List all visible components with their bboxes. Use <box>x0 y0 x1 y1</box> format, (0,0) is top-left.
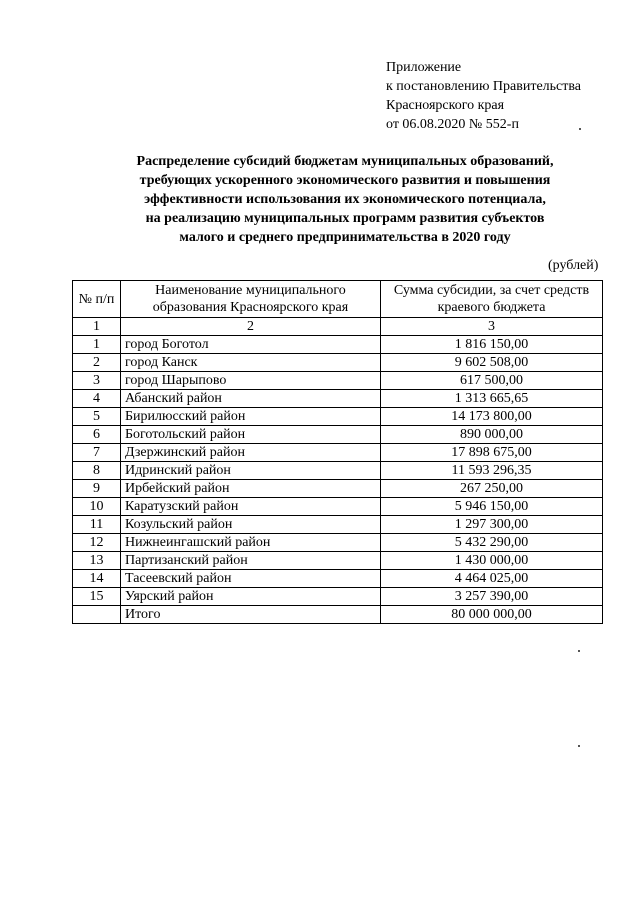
title-line: на реализацию муниципальных программ развития субъектов <box>145 211 545 226</box>
table-row <box>73 480 603 498</box>
subsidy-table <box>72 280 603 624</box>
row-sum: 9 602 508,00 <box>381 354 603 372</box>
row-number: 1 <box>73 336 121 354</box>
appendix-line: от 06.08.2020 № 552-п <box>386 117 519 132</box>
row-sum: 4 464 025,00 <box>381 570 603 588</box>
row-number: 9 <box>73 480 121 498</box>
row-sum: 5 946 150,00 <box>381 498 603 516</box>
row-municipality: Уярский район <box>121 588 381 606</box>
total-label: Итого <box>121 606 381 624</box>
unit-label: (рублей) <box>548 258 599 273</box>
row-sum: 267 250,00 <box>381 480 603 498</box>
total-blank-cell <box>73 606 121 624</box>
row-municipality: Абанский район <box>121 390 381 408</box>
row-number: 13 <box>73 552 121 570</box>
title-line: малого и среднего предпринимательства в 2020 году <box>179 230 511 245</box>
row-municipality: Идринский район <box>121 462 381 480</box>
table-row <box>73 372 603 390</box>
row-number: 5 <box>73 408 121 426</box>
scan-mark <box>578 745 580 747</box>
row-sum: 5 432 290,00 <box>381 534 603 552</box>
row-municipality: Бирилюсский район <box>121 408 381 426</box>
table-row <box>73 498 603 516</box>
row-sum: 1 816 150,00 <box>381 336 603 354</box>
row-number: 15 <box>73 588 121 606</box>
table-row <box>73 336 603 354</box>
appendix-line: к постановлению Правительства <box>386 79 582 94</box>
row-municipality: Нижнеингашский район <box>121 534 381 552</box>
appendix-block <box>386 58 581 134</box>
table-header-row <box>73 281 603 318</box>
column-number: 3 <box>381 318 603 336</box>
scan-mark <box>579 128 581 130</box>
header-num: № п/п <box>73 281 121 318</box>
header-sum: Сумма субсидии, за счет средств краевого бюджета <box>381 281 603 318</box>
column-number: 2 <box>121 318 381 336</box>
table-row <box>73 534 603 552</box>
row-municipality: город Боготол <box>121 336 381 354</box>
row-sum: 14 173 800,00 <box>381 408 603 426</box>
total-sum: 80 000 000,00 <box>381 606 603 624</box>
appendix-line: Красноярского края <box>386 98 505 113</box>
column-number: 1 <box>73 318 121 336</box>
table-row <box>73 390 603 408</box>
row-municipality: город Канск <box>121 354 381 372</box>
row-sum: 3 257 390,00 <box>381 588 603 606</box>
row-sum: 617 500,00 <box>381 372 603 390</box>
table-row <box>73 462 603 480</box>
row-number: 2 <box>73 354 121 372</box>
scan-mark <box>578 650 580 652</box>
row-municipality: Каратузский район <box>121 498 381 516</box>
row-number: 10 <box>73 498 121 516</box>
title-line: Распределение субсидий бюджетам муниципальных образований, <box>136 154 554 169</box>
row-number: 4 <box>73 390 121 408</box>
column-numbers-row <box>73 318 603 336</box>
row-sum: 1 297 300,00 <box>381 516 603 534</box>
table-row <box>73 570 603 588</box>
row-sum: 11 593 296,35 <box>381 462 603 480</box>
table-row <box>73 408 603 426</box>
row-sum: 17 898 675,00 <box>381 444 603 462</box>
table-row <box>73 426 603 444</box>
table-row <box>73 354 603 372</box>
document-title <box>80 152 610 247</box>
total-row <box>73 606 603 624</box>
row-sum: 1 430 000,00 <box>381 552 603 570</box>
row-municipality: Партизанский район <box>121 552 381 570</box>
row-number: 8 <box>73 462 121 480</box>
row-municipality: Ирбейский район <box>121 480 381 498</box>
row-number: 11 <box>73 516 121 534</box>
row-sum: 1 313 665,65 <box>381 390 603 408</box>
row-number: 7 <box>73 444 121 462</box>
row-sum: 890 000,00 <box>381 426 603 444</box>
header-name: Наименование муниципального образования Красноярского края <box>121 281 381 318</box>
row-municipality: Боготольский район <box>121 426 381 444</box>
row-municipality: город Шарыпово <box>121 372 381 390</box>
row-municipality: Козульский район <box>121 516 381 534</box>
table-row <box>73 444 603 462</box>
row-number: 14 <box>73 570 121 588</box>
row-number: 3 <box>73 372 121 390</box>
table-row <box>73 588 603 606</box>
appendix-line: Приложение <box>386 60 462 75</box>
table-row <box>73 516 603 534</box>
table-row <box>73 552 603 570</box>
row-municipality: Дзержинский район <box>121 444 381 462</box>
row-municipality: Тасеевский район <box>121 570 381 588</box>
row-number: 12 <box>73 534 121 552</box>
row-number: 6 <box>73 426 121 444</box>
title-line: эффективности использования их экономического потенциала, <box>144 192 546 207</box>
title-line: требующих ускоренного экономического развития и повышения <box>139 173 551 188</box>
